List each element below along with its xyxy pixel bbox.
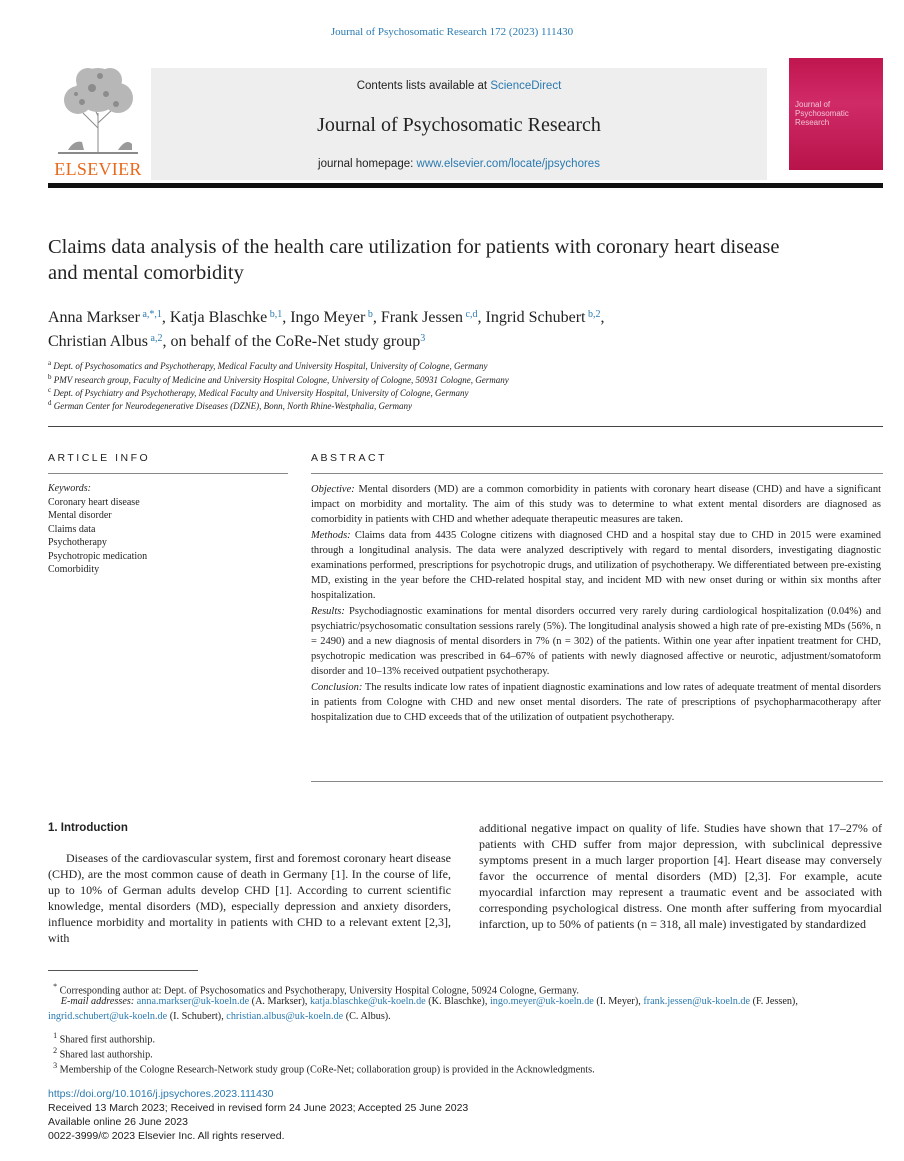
copyright: 0022-3999/© 2023 Elsevier Inc. All rights reserved. [48, 1130, 285, 1142]
keyword: Psychotherapy [48, 537, 107, 548]
email-link[interactable]: ingrid.schubert@uk-koeln.de [48, 1011, 168, 1022]
elsevier-wordmark: ELSEVIER [54, 159, 142, 179]
section-title: 1. Introduction [48, 822, 128, 834]
author-affiliation-marker[interactable]: c,d [465, 309, 478, 320]
cover-title: Journal of Psychosomatic Research [795, 100, 849, 127]
footnote: $^2$ Shared last authorship. [53, 1046, 153, 1061]
received-dates: Received 13 March 2023; Received in revised form 24 June 2023; Accepted 25 June 2023 [48, 1102, 469, 1114]
study-group-marker[interactable]: 3 [420, 333, 426, 344]
body-left-column [48, 820, 451, 946]
keywords-block [48, 482, 248, 577]
author-name[interactable]: Katja Blaschke [169, 309, 268, 326]
author-affiliation-marker[interactable]: b,2 [587, 309, 601, 320]
corresponding-author-note: * Corresponding author at: Dept. of Psychosomatics and Psychotherapy, University Hospital Cologne, 50924 Cologne, Germany. [53, 982, 579, 997]
journal-masthead [48, 58, 883, 180]
keyword: Mental disorder [48, 510, 112, 521]
keyword: Claims data [48, 523, 96, 535]
affiliation: $^c$ Dept. of Psychiatry and Psychotherapy, Medical Faculty and University Hospital, University of Cologne, Germany [48, 386, 469, 398]
homepage-line: journal homepage: www.elsevier.com/locate/jpsychores [318, 158, 600, 170]
article-title: Claims data analysis of the health care utilization for patients with coronary heart disease and mental comorbidity [48, 236, 780, 284]
divider [311, 781, 883, 782]
email-link[interactable]: christian.albus@uk-koeln.de [226, 1011, 344, 1022]
article-info-heading: ARTICLE INFO [48, 452, 151, 464]
author-affiliation-marker[interactable]: b [367, 309, 373, 320]
divider [48, 473, 288, 474]
email-link[interactable]: anna.markser@uk-koeln.de [136, 996, 250, 1007]
footnote-rule [48, 970, 198, 971]
abstract-body [311, 482, 881, 725]
footnote: $^1$ Shared first authorship. [53, 1031, 155, 1046]
author-name[interactable]: Christian Albus [48, 333, 149, 350]
footnote: $^3$ Membership of the Cologne Research-Network study group (CoRe-Net; collaboration group) is provided in the Acknowledgments. [53, 1061, 595, 1076]
doi-link[interactable]: https://doi.org/10.1016/j.jpsychores.2023.111430 [48, 1088, 274, 1100]
keyword: Comorbidity [48, 564, 100, 575]
journal-cover-thumbnail[interactable] [789, 58, 883, 170]
author-name[interactable]: Ingo Meyer [290, 309, 366, 326]
elsevier-logo [48, 58, 148, 180]
elsevier-tree-icon [48, 58, 148, 158]
divider [48, 426, 883, 427]
journal-banner [151, 68, 767, 180]
email-addresses: E-mail addresses: anna.markser@uk-koeln.de (A. Markser), katja.blaschke@uk-koeln.de (K. Blaschke), ingo.meyer@uk-koeln.de (I. Meyer), frank.jessen@uk-koeln.de (F. Jessen), ingrid.schubert@uk-koeln.de (I. Schubert), christian.albus@uk-koeln.de (C. Albus). [48, 996, 798, 1022]
body-right-column [479, 820, 882, 932]
masthead-rule [48, 183, 883, 188]
author-name[interactable]: Frank Jessen [380, 309, 464, 326]
affiliation: $^b$ PMV research group, Faculty of Medicine and University Hospital Cologne, University of Cologne, 50931 Cologne, Germany [48, 373, 509, 385]
author-affiliation-marker[interactable]: a,*,1 [142, 309, 162, 320]
online-date: Available online 26 June 2023 [48, 1116, 188, 1128]
email-link[interactable]: ingo.meyer@uk-koeln.de [489, 996, 594, 1007]
author-name[interactable]: Anna Markser [48, 309, 140, 326]
sciencedirect-link[interactable]: ScienceDirect [490, 80, 562, 92]
contents-line: Contents lists available at ScienceDirect [356, 80, 562, 92]
divider [311, 473, 883, 474]
study-group: , on behalf of the CoRe-Net study group [162, 333, 421, 350]
email-link[interactable]: katja.blaschke@uk-koeln.de [309, 996, 426, 1007]
email-link[interactable]: frank.jessen@uk-koeln.de [643, 996, 751, 1007]
keywords-label: Keywords: [48, 483, 91, 494]
affiliation: $^d$ German Center for Neurodegenerative Diseases (DZNE), Bonn, North Rhine-Westphalia, Germany [48, 399, 413, 411]
abstract-heading: ABSTRACT [311, 452, 388, 464]
journal-title: Journal of Psychosomatic Research [317, 114, 601, 136]
abstract-conclusion: Conclusion: The results indicate low rates of inpatient diagnostic examinations and low rates of adequate treatment of mental disorders in patients from Cologne with CHD and new onset mental disorders. The rate of prescriptions of psychopharmacotherapy after hospitalization due to CHD exceeds that of the utilization of outpatient psychotherapy. [311, 681, 881, 724]
keyword: Psychotropic medication [48, 550, 148, 562]
abstract-methods: Methods: Claims data from 4435 Cologne citizens with diagnosed CHD and a hospital stay due to CHD in 2015 were examined through a longitudinal analysis. The data were analyzed descriptively with regard to mental disorders, investigating diagnostic examinations performed, prescriptions for psychotropic drugs, and utilization of psychotherapy. We differentiated between pre-existing MD, existing in the year before the CHD-related hospital stay, and incident MD with new onset during or within six months after hospitalization. [311, 529, 881, 602]
author-affiliation-marker[interactable]: b,1 [269, 309, 283, 320]
body-paragraph: additional negative impact on quality of life. Studies have shown that 17–27% of patients with CHD suffer from major depression, with subclinical depressive symptoms present in a much larger proportion [4]. Heart disease may conversely favor the occurrence of mental disorders (MD) [2,3]. For example, acute myocardial infarction may represent a traumatic event and be associated with corresponding psychological distress. One month after suffering from myocardial infarction, up to 50% of patients (n = 318, all male) investigated by standardized [479, 821, 882, 931]
author-affiliation-marker[interactable]: a,2 [150, 333, 163, 344]
affiliation: $^a$ Dept. of Psychosomatics and Psychotherapy, Medical Faculty and University Hospital, University of Cologne, Germany [48, 359, 488, 371]
homepage-link[interactable]: www.elsevier.com/locate/jpsychores [416, 158, 600, 170]
author-list: Anna Markser $^{a,*,1}$, Katja Blaschke $^{b,1}$, Ingo Meyer $^b$, Frank Jessen $^{c,d}$, Ingrid Schubert $^{b,2}$, Christian Albus $^{a,2}$, on behalf of the CoRe-Net study group$^3$ [48, 309, 605, 350]
body-paragraph: Diseases of the cardiovascular system, first and foremost coronary heart disease (CHD), are the most common cause of death in Germany [1]. In the course of life, up to 10% of German adults develop CHD [1]. According to current scientific knowledge, mental disorders (MD), especially depression and anxiety disorders, influence morbidity and mortality in patients with CHD to a relevant extent [2,3], with [48, 851, 451, 945]
journal-citation[interactable]: Journal of Psychosomatic Research 172 (2023) 111430 [330, 26, 574, 38]
abstract-results: Results: Psychodiagnostic examinations for mental disorders occurred very rarely during cardiological hospitalization (0.04%) and psychiatric/psychosomatic consultation sessions rarely (5%). The longitudinal analysis showed a high rate of pre-existing MDs (56%, n = 2490) and a new diagnosis of mental disorders in 7% (n = 302) of the patients. Within one year after inpatient treatment for CHD, psychotropic medication was prescribed in 64–67% of patients with newly diagnosed affective or neurotic, adjustment/somatoform disorder and 10–13% received outpatient psychotherapy. [311, 605, 881, 678]
abstract-objective: Objective: Mental disorders (MD) are a common comorbidity in patients with coronary heart disease (CHD) and have a significant impact on morbidity and mortality. The aim of this study was to determine to what extent mental disorders are diagnosed as comorbidity in patients with CHD and whether adequate therapeutic measures are taken. [311, 484, 881, 526]
publication-info [48, 1087, 883, 1143]
author-name[interactable]: Ingrid Schubert [485, 309, 586, 326]
keyword: Coronary heart disease [48, 496, 140, 508]
